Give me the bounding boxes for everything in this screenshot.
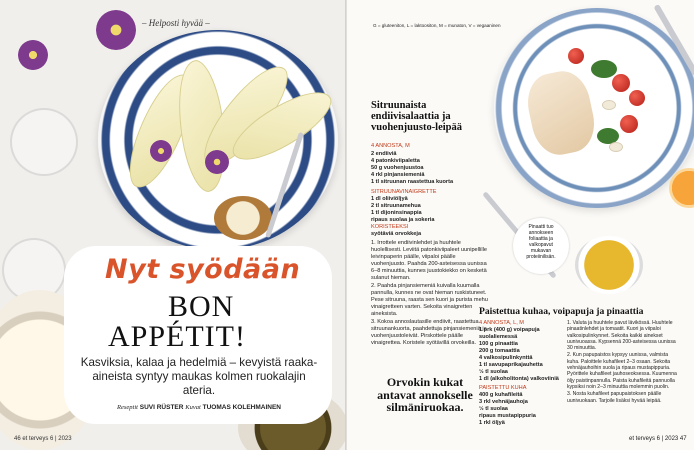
credits-recipes-name: SUVI RÜSTER <box>139 404 184 411</box>
butter-beans <box>602 100 616 110</box>
recipe-2-servings: 4 ANNOSTA, L, M <box>479 320 524 326</box>
garnish-label: KORISTEEKSI <box>371 224 409 230</box>
ingredient: 1 rkl öljyä <box>479 420 505 426</box>
ingredient: 200 g tomaattia <box>479 348 520 354</box>
right-folio: et terveys 6 | 2023 47 <box>629 436 687 442</box>
step: 3. Kokoa annoslautasille endiivit, raastettua sitruunankuorta, paahdettuja pinjansiemeniä ja vuohenjuustoleivät. Pirskottele päälle vinaigrettea. Koristele syötävillä orvokeilla. <box>371 319 487 346</box>
credits-photos-label: Kuvat <box>185 404 201 411</box>
recipe-2-ingredients <box>479 327 564 383</box>
sauce-bowl-photo <box>575 236 643 294</box>
violet-flower <box>150 140 172 162</box>
left-folio: 46 et terveys 6 | 2023 <box>14 436 72 442</box>
right-page <box>347 0 694 450</box>
ingredient: 1 dl oliiviöljyä <box>371 196 408 202</box>
ingredient: 3 rkl vehnäjauhoja <box>479 399 528 405</box>
spinach <box>591 60 617 78</box>
goat-cheese-toast <box>214 196 272 240</box>
left-page <box>0 0 346 450</box>
ingredient: ½ tl suolaa <box>479 406 508 412</box>
ingredient: 1 tl sitruunan raastettua kuorta <box>371 179 454 185</box>
tomato <box>629 90 645 106</box>
section-tagline: – Helposti hyvää – <box>142 18 210 28</box>
credits-recipes-label: Reseptit <box>117 404 138 411</box>
step: 2. Kun papupaistos kypsyy uunissa, valmista kuha. Paloittele kuhafileet 2–3 osaan. Sekoita vehnäjauhoihin suola ja ripaus mustapippuria. Pyörittele kuhafileet jauhoseoksessa. Kuumenna öljy paistinpannulla. Paista kuhafileitä pannuolla kypsiksi noin 2–3 minuuttia molemmin puolin. <box>567 352 677 390</box>
tomato <box>612 74 630 92</box>
recipe-1-servings: 4 ANNOSTA, M <box>371 143 410 149</box>
recipe-2-steps <box>567 320 677 404</box>
ingredient: 4 valkosipulinkynttä <box>479 355 533 361</box>
step: 2. Paahda pinjansiemeniä kuivalla kuumalla pannulla, kunnes ne ovat hieman ruskistuneet. Pese sitruuna, raasta sen kuori ja purista mehu vinaigretteen varten. Sekoita vinaigretten aineksista. <box>371 283 488 317</box>
ingredient: 400 g kuhafileitä <box>479 392 523 398</box>
garnish: syötäviä orvokkeja <box>371 231 422 237</box>
ingredient: 1 prk (400 g) voipapuja <box>479 327 540 333</box>
tomato <box>568 48 584 64</box>
tomato <box>620 115 638 133</box>
credits <box>76 404 322 411</box>
recipe-1-steps <box>371 240 491 347</box>
photo-caption: Pinaatti tuo annokseen foliaattia ja valkopavut mukavan proteiinilisän. <box>526 224 556 260</box>
ingredient: 1 tl savupaprikajauhetta <box>479 362 543 368</box>
violet-flower <box>18 40 48 70</box>
vinaigrette-ingredients <box>371 196 481 224</box>
ingredient: 50 g vuohenjuustoa <box>371 165 424 171</box>
fish-label: PAISTETTU KUHA <box>479 385 527 391</box>
ingredient: 1 dl (alkoholitonta) valkoviiniä <box>479 376 559 382</box>
butter-beans <box>609 142 623 152</box>
vinaigrette-label: SITRUUNAVINAIGRETTE <box>371 189 437 195</box>
violet-flower <box>205 150 229 174</box>
violet-flower <box>96 10 136 50</box>
ingredient: ripaus mustapippuria <box>479 413 536 419</box>
step: 1. Valuta ja huuhtele pavut lävikössä. Huuhtele pinaatinlehdet ja tomaatit. Kuori ja viipaloi valkosipulinkynnet. Sekoita kaikki ainekset uunivuoassa. Kypsennä 200-asteisessa uunissa 30 minuuttia. <box>567 320 676 352</box>
ingredient: ripaus suolaa ja sokeria <box>371 217 435 223</box>
pull-quote: Orvokin kukat antavat annokselle silmäniruokaa. <box>377 375 473 414</box>
recipe-1-title: Sitruunaista endiivisalaattia ja vuohenjuusto-leipää <box>371 100 463 133</box>
ingredient: 2 endiiviä <box>371 151 397 157</box>
ingredient: 2 tl sitruunamehua <box>371 203 421 209</box>
headline-red: Nyt syödään <box>105 254 301 285</box>
credits-photos-name: TUOMAS KOLEHMAINEN <box>202 404 281 411</box>
ingredient: suolaliemessä <box>479 334 518 340</box>
intro-text: Kasviksia, kalaa ja hedelmiä – kevyistä raaka-aineista syntyy maukas kolmen ruokalajin ateria. <box>80 356 318 397</box>
ingredient: 1 tl dijoninsinappia <box>371 210 422 216</box>
headline-line-1: BON <box>168 290 235 323</box>
fish-plate-photo <box>494 8 694 208</box>
ingredient: 4 patonkiviipaletta <box>371 158 420 164</box>
recipe-2-title: Paistettua kuhaa, voipapuja ja pinaattia <box>479 306 644 317</box>
diet-legend: G = gluteeniton, L = laktoositon, M = munaton, V = vegaaninen <box>373 23 501 28</box>
recipe-1-ingredients <box>371 151 481 186</box>
ingredient: 100 g pinaattia <box>479 341 518 347</box>
wine-glass <box>10 108 78 176</box>
fish-ingredients <box>479 392 564 427</box>
step: 3. Nosta kuhafileet papupaistoksen päälle uunivuokaan. Tarjoile lisäksi hyvää leipää. <box>567 391 662 404</box>
ingredient: ½ tl suolaa <box>479 369 508 375</box>
headline-line-2: APPÉTIT! <box>108 320 246 353</box>
ingredient: 4 rkl pinjansiemeniä <box>371 172 425 178</box>
step: 1. Irrottele endiivinlehdet ja huuhtele huolellisesti. Leviitä patonkiviipaleet uunipellille leivinpaperin päälle, viipaloi päälle vuohenjuusto. Paahda 200-asteisessa uunissa 6–8 minuuttia, kunnes juustokiekko on kesketä sulanut hieman. <box>371 240 487 281</box>
